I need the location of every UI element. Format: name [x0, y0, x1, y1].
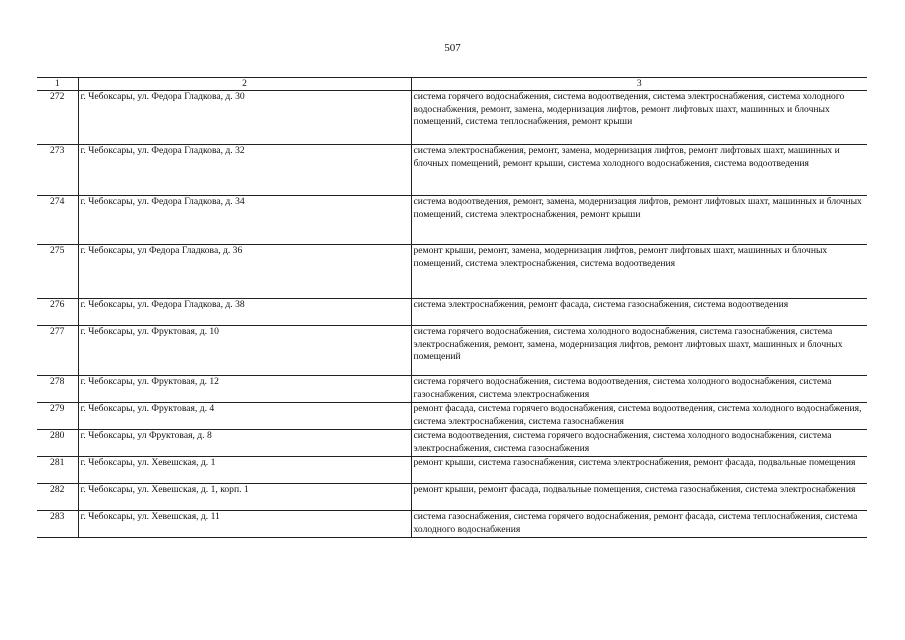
work-types: система электроснабжения, ремонт фасада, система газоснабжения, система водоотведения — [411, 299, 867, 326]
column-number-row — [37, 78, 867, 91]
work-types: ремонт фасада, система горячего водоснабжения, система водоотведения, система холодного водоснабжения, система электроснабжения, система газоснабжения — [411, 403, 867, 430]
row-number: 277 — [37, 326, 78, 376]
work-types: ремонт крыши, ремонт, замена, модернизация лифтов, ремонт лифтовых шахт, машинных и блочных помещений, система электроснабжения, система водоотведения — [411, 245, 867, 299]
building-address: г. Чебоксары, ул. Фруктовая, д. 12 — [78, 376, 411, 403]
building-address: г. Чебоксары, ул. Фруктовая, д. 4 — [78, 403, 411, 430]
work-types: система электроснабжения, ремонт, замена, модернизация лифтов, ремонт лифтовых шахт, машинных и блочных помещений, ремонт крыши, система холодного водоснабжения, система водоотведения — [411, 145, 867, 196]
row-number: 273 — [37, 145, 78, 196]
table-row — [37, 299, 867, 326]
table-row — [37, 430, 867, 457]
work-types: система горячего водоснабжения, система водоотведения, система холодного водоснабжения, система газоснабжения, система электроснабжения — [411, 376, 867, 403]
row-number: 281 — [37, 457, 78, 484]
row-number: 272 — [37, 91, 78, 145]
table-row — [37, 457, 867, 484]
column-header-2: 2 — [78, 78, 411, 91]
building-address: г. Чебоксары, ул. Хевешская, д. 11 — [78, 511, 411, 538]
table-row — [37, 91, 867, 145]
table-row — [37, 245, 867, 299]
building-address: г. Чебоксары, ул Федора Гладкова, д. 36 — [78, 245, 411, 299]
work-types: система горячего водоснабжения, система водоотведения, система электроснабжения, система холодного водоснабжения, ремонт, замена, модернизация лифтов, ремонт лифтовых шахт, машинных и блочных помещений, система теплоснабжения, ремонт крыши — [411, 91, 867, 145]
row-number: 278 — [37, 376, 78, 403]
work-types: ремонт крыши, система газоснабжения, система электроснабжения, ремонт фасада, подвальные помещения — [411, 457, 867, 484]
work-types: система горячего водоснабжения, система холодного водоснабжения, система газоснабжения, система электроснабжения, ремонт, замена, модернизация лифтов, ремонт лифтовых шахт, машинных и блочных помещений — [411, 326, 867, 376]
table-row — [37, 484, 867, 511]
building-address: г. Чебоксары, ул. Федора Гладкова, д. 32 — [78, 145, 411, 196]
row-number: 282 — [37, 484, 78, 511]
row-number: 275 — [37, 245, 78, 299]
work-types: система водоотведения, ремонт, замена, модернизация лифтов, ремонт лифтовых шахт, машинных и блочных помещений, система электроснабжения, ремонт крыши — [411, 196, 867, 245]
work-types: система водоотведения, система горячего водоснабжения, система холодного водоснабжения, система электроснабжения, система газоснабжения — [411, 430, 867, 457]
row-number: 283 — [37, 511, 78, 538]
buildings-works-table — [37, 77, 867, 538]
table-row — [37, 376, 867, 403]
building-address: г. Чебоксары, ул. Хевешская, д. 1 — [78, 457, 411, 484]
building-address: г. Чебоксары, ул. Федора Гладкова, д. 38 — [78, 299, 411, 326]
table-row — [37, 511, 867, 538]
row-number: 274 — [37, 196, 78, 245]
row-number: 276 — [37, 299, 78, 326]
building-address: г. Чебоксары, ул Фруктовая, д. 8 — [78, 430, 411, 457]
table-row — [37, 403, 867, 430]
table-row — [37, 326, 867, 376]
building-address: г. Чебоксары, ул. Федора Гладкова, д. 30 — [78, 91, 411, 145]
row-number: 280 — [37, 430, 78, 457]
table-row — [37, 145, 867, 196]
work-types: ремонт крыши, ремонт фасада, подвальные помещения, система газоснабжения, система электроснабжения — [411, 484, 867, 511]
work-types: система газоснабжения, система горячего водоснабжения, ремонт фасада, система теплоснабжения, система холодного водоснабжения — [411, 511, 867, 538]
table-row — [37, 196, 867, 245]
building-address: г. Чебоксары, ул. Федора Гладкова, д. 34 — [78, 196, 411, 245]
column-header-1: 1 — [37, 78, 78, 91]
building-address: г. Чебоксары, ул. Хевешская, д. 1, корп. 1 — [78, 484, 411, 511]
building-address: г. Чебоксары, ул. Фруктовая, д. 10 — [78, 326, 411, 376]
row-number: 279 — [37, 403, 78, 430]
page-number: 507 — [444, 42, 461, 54]
column-header-3: 3 — [411, 78, 867, 91]
